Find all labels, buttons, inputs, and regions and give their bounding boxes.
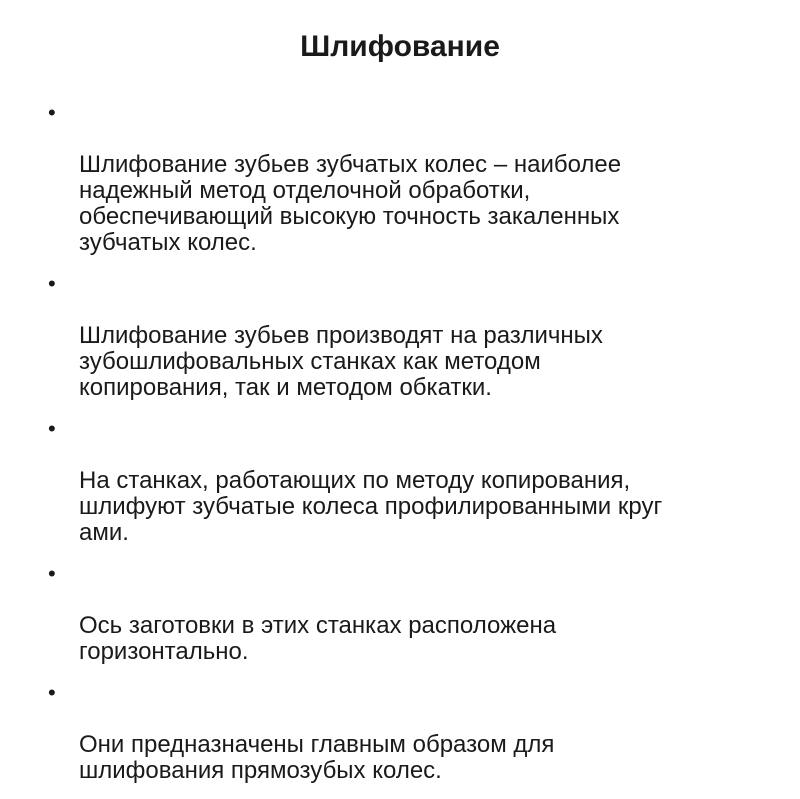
- bullet-item: [44, 100, 764, 256]
- bullet-item: [44, 680, 764, 784]
- bullet-icon: •: [48, 561, 56, 586]
- bullet-item: [44, 561, 764, 665]
- bullet-icon: •: [48, 100, 56, 125]
- bullet-list: [44, 100, 764, 799]
- bullet-text: Шлифование зубьев зубчатых колес – наиболее надежный метод отделочной обработки, обеспечивающий высокую точность закаленных зубчатых колес.: [79, 151, 622, 256]
- bullet-icon: •: [48, 680, 56, 705]
- bullet-text: Ось заготовки в этих станках расположена горизонтально.: [79, 612, 557, 665]
- bullet-item: [44, 271, 764, 401]
- slide-title: Шлифование: [300, 30, 500, 63]
- bullet-icon: •: [48, 271, 56, 296]
- bullet-text: Они предназначены главным образом для шлифования прямозубых колес.: [79, 731, 555, 784]
- bullet-item: [44, 416, 764, 546]
- bullet-text: На станках, работающих по методу копирования, шлифуют зубчатые колеса профилированными круг ами.: [79, 467, 663, 546]
- bullet-icon: •: [48, 416, 56, 441]
- bullet-text: Шлифование зубьев производят на различных зубошлифовальных станках как методом копирования, так и методом обкатки.: [79, 322, 603, 401]
